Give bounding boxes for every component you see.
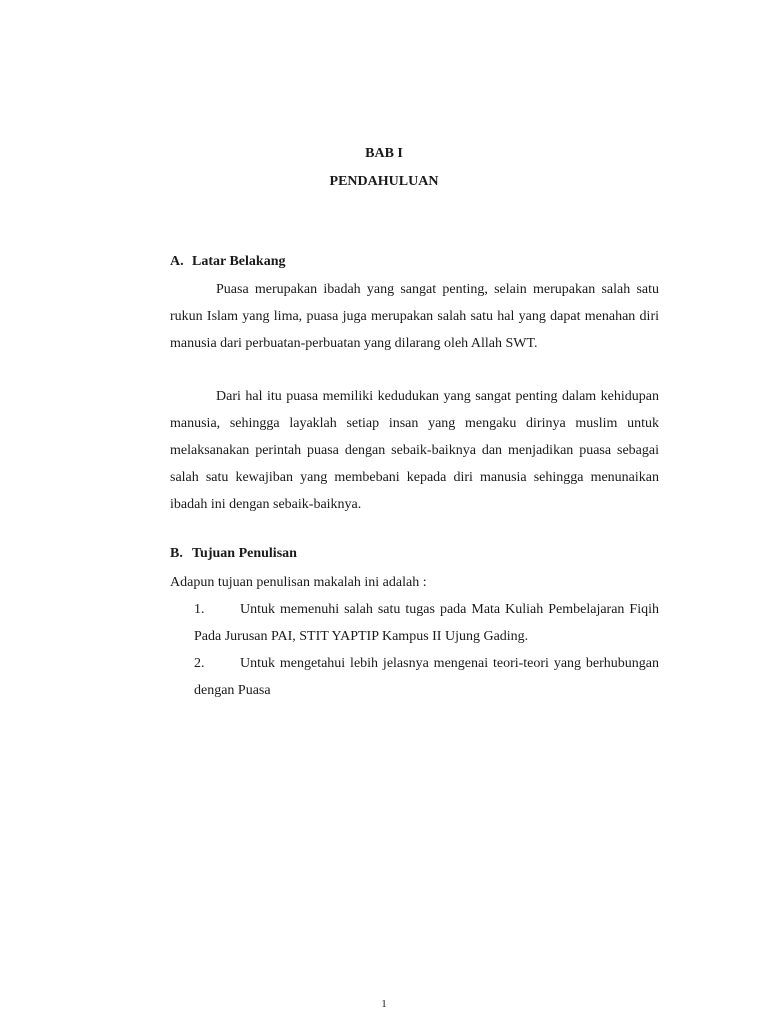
page-number: 1 [381, 998, 387, 1010]
chapter-number: BAB I [365, 146, 403, 161]
section-a-letter: A. [170, 254, 184, 269]
section-b-intro: Adapun tujuan penulisan makalah ini adalah : [170, 575, 427, 590]
section-b-heading [170, 546, 297, 562]
list-item [194, 650, 659, 704]
list-item-number: 1. [194, 602, 205, 617]
section-b-title: Tujuan Penulisan [192, 546, 297, 561]
chapter-title: PENDAHULUAN [329, 174, 439, 189]
section-b-letter: B. [170, 546, 183, 561]
section-a-paragraph-1: Puasa merupakan ibadah yang sangat penting, selain merupakan salah satu rukun Islam yang lima, puasa juga merupakan salah satu hal yang dapat menahan diri manusia dari perbuatan-perbuatan yang dilarang oleh Allah SWT. [170, 282, 659, 351]
section-a-heading [170, 254, 285, 270]
list-item [194, 596, 659, 650]
section-a-title: Latar Belakang [192, 254, 286, 269]
list-item-text: Untuk mengetahui lebih jelasnya mengenai teori-teori yang berhubungan dengan Puasa [194, 656, 659, 698]
section-a-paragraph-2: Dari hal itu puasa memiliki kedudukan yang sangat penting dalam kehidupan manusia, sehingga layaklah setiap insan yang mengaku dirinya muslim untuk melaksanakan perintah puasa dengan sebaik-baiknya dan menjadikan puasa sebagai salah satu kewajiban yang membebani kepada diri manusia sehingga menunaikan ibadah ini dengan sebaik-baiknya. [170, 389, 659, 512]
list-item-number: 2. [194, 656, 205, 671]
list-item-text: Untuk memenuhi salah satu tugas pada Mata Kuliah Pembelajaran Fiqih Pada Jurusan PAI, STIT YAPTIP Kampus II Ujung Gading. [194, 602, 659, 644]
